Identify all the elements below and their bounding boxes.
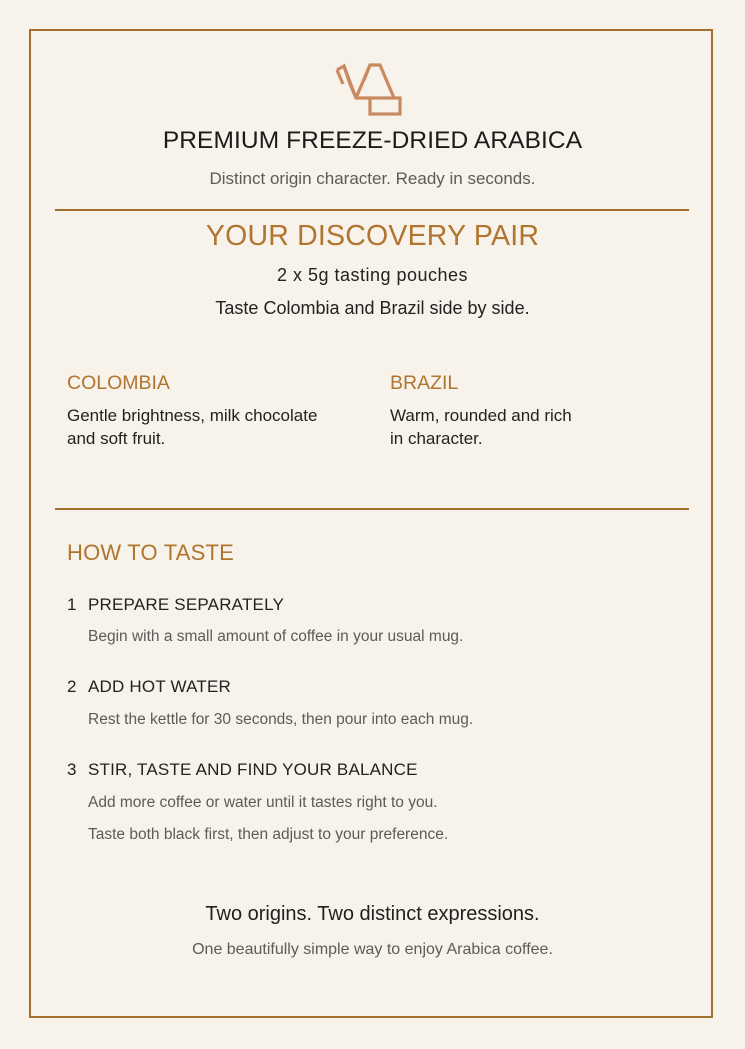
closing-headline: Two origins. Two distinct expressions. bbox=[205, 903, 540, 925]
page-subtitle: Distinct origin character. Ready in seconds. bbox=[209, 169, 536, 188]
origin-name-colombia: COLOMBIA bbox=[67, 372, 170, 394]
origin-desc-colombia bbox=[67, 404, 357, 450]
step-text: Begin with a small amount of coffee in your usual mug. bbox=[88, 628, 464, 645]
origin-desc-line: and soft fruit. bbox=[67, 429, 166, 448]
step-title: STIR, TASTE AND FIND YOUR BALANCE bbox=[88, 760, 418, 779]
pouch-count: 2 x 5g tasting pouches bbox=[276, 265, 469, 285]
step-text: Rest the kettle for 30 seconds, then pour into each mug. bbox=[88, 711, 474, 728]
origin-desc-brazil bbox=[390, 404, 680, 450]
origin-desc-line: Gentle brightness, milk chocolate bbox=[67, 406, 318, 425]
step-text: Add more coffee or water until it tastes right to you. bbox=[88, 794, 438, 811]
step-title: ADD HOT WATER bbox=[88, 677, 232, 696]
closing-subline: One beautifully simple way to enjoy Arabica coffee. bbox=[192, 941, 553, 958]
divider bbox=[55, 209, 689, 211]
origin-desc-line: Warm, rounded and rich bbox=[390, 406, 572, 425]
step-number: 3 bbox=[67, 760, 77, 779]
step-title: PREPARE SEPARATELY bbox=[88, 595, 285, 614]
discovery-tagline: Taste Colombia and Brazil side by side. bbox=[215, 298, 530, 318]
origin-name-brazil: BRAZIL bbox=[390, 372, 459, 394]
divider bbox=[55, 508, 689, 510]
step-text: Taste both black first, then adjust to your preference. bbox=[88, 826, 449, 843]
step-number: 1 bbox=[67, 595, 77, 614]
discovery-heading: YOUR DISCOVERY PAIR bbox=[205, 220, 540, 252]
brand-monogram-logo bbox=[334, 60, 406, 116]
origin-desc-line: in character. bbox=[390, 429, 483, 448]
step-number: 2 bbox=[67, 677, 77, 696]
page-title: PREMIUM FREEZE-DRIED ARABICA bbox=[162, 127, 583, 154]
how-to-heading: HOW TO TASTE bbox=[67, 540, 235, 565]
